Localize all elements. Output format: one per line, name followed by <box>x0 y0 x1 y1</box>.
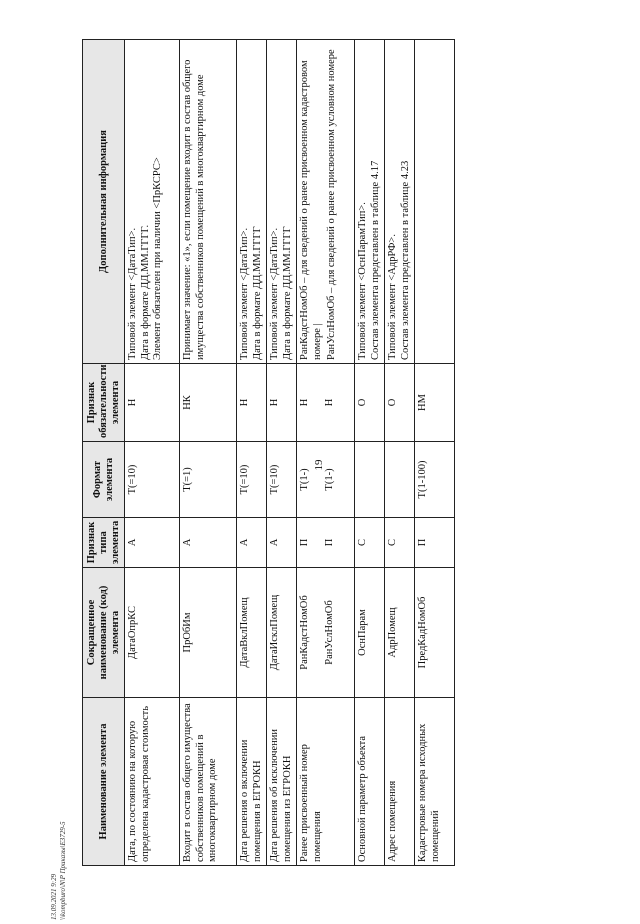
cell-info <box>297 40 355 364</box>
info-line: Дата в формате ДД.ММ.ГГГГ <box>281 226 293 360</box>
cell-type <box>385 518 415 568</box>
page-number: 19 <box>313 459 325 471</box>
info-line: Типовой элемент <АдрРФ>. <box>387 234 398 360</box>
cell-format <box>180 442 237 518</box>
type-value: П <box>323 538 335 547</box>
table-row <box>267 40 297 866</box>
cell-required <box>355 364 385 442</box>
required-value: НК <box>182 395 193 410</box>
cell-info <box>267 40 297 364</box>
table-header-row <box>83 40 125 866</box>
format-value: Т(1-100) <box>417 460 428 499</box>
cell-code <box>125 568 180 698</box>
cell-required <box>297 364 355 442</box>
cell-info <box>125 40 180 364</box>
cell-info <box>385 40 415 364</box>
cell-code <box>385 568 415 698</box>
code-value: АдрПомещ <box>387 607 398 658</box>
cell-info <box>355 40 385 364</box>
cell-name: Дата решения об исключении помещения из ЕГРОКН <box>267 698 297 866</box>
info-line: Состав элемента представлен в таблице 4.23 <box>399 160 411 360</box>
table-row <box>180 40 237 866</box>
code-value: ДатаВклПомещ <box>239 597 250 668</box>
type-value: П <box>299 538 310 547</box>
cell-type <box>180 518 237 568</box>
info-line: Элемент обязателен при наличии <ПрКСРС> <box>152 157 163 360</box>
format-value: Т(=10) <box>239 464 250 495</box>
code-value: ОснПарам <box>357 609 368 656</box>
info-line: Типовой элемент <ДатаТип>. <box>127 227 138 360</box>
info-line: Типовой элемент <ДатаТип>. <box>269 227 280 360</box>
elements-table <box>82 39 455 866</box>
cell-required <box>385 364 415 442</box>
type-value: А <box>127 538 138 547</box>
type-value: П <box>417 538 428 547</box>
required-value: Н <box>127 398 138 407</box>
required-value: О <box>357 398 368 407</box>
requirements-table-container <box>82 40 454 866</box>
header-type-flag: Признак типа элемента <box>83 518 125 568</box>
cell-info <box>180 40 237 364</box>
cell-type <box>297 518 355 568</box>
cell-code <box>415 568 455 698</box>
code-value: ДатаИсклПомещ <box>269 594 280 671</box>
info-line: Состав элемента представлен в таблице 4.17 <box>369 160 381 360</box>
header-required-flag: Признак обязательности элемента <box>83 364 125 442</box>
type-value: А <box>239 538 250 547</box>
cell-required <box>237 364 267 442</box>
footer-file-path: \\kompburo\N\P Приказы\ЕЗ729-5 <box>59 821 67 920</box>
required-value: Н <box>323 398 335 407</box>
cell-format <box>297 442 355 518</box>
cell-name: Кадастровые номера исходных помещений <box>415 698 455 866</box>
cell-required <box>267 364 297 442</box>
table-row <box>385 40 415 866</box>
cell-required <box>415 364 455 442</box>
format-value: Т(=1) <box>182 467 193 492</box>
format-value: Т(=10) <box>127 464 138 495</box>
info-line: Дата в формате ДД.ММ.ГГГГ. <box>139 224 151 360</box>
table-row <box>297 40 355 866</box>
cell-type <box>415 518 455 568</box>
type-value: С <box>387 539 398 547</box>
cell-code <box>355 568 385 698</box>
table-row <box>415 40 455 866</box>
header-element-name: Наименование элемента <box>83 698 125 866</box>
required-value: О <box>387 398 398 407</box>
cell-name: Ранее присвоенный номер помещения <box>297 698 355 866</box>
required-value: Н <box>269 398 280 407</box>
cell-info <box>237 40 267 364</box>
info-line: РанУслНомОб – для сведений о ранее присвоенном условном номере <box>326 49 337 360</box>
cell-type <box>267 518 297 568</box>
info-line: Типовой элемент <ДатаТип>. <box>239 227 250 360</box>
required-value: Н <box>239 398 250 407</box>
header-additional-info: Дополнительная информация <box>83 40 125 364</box>
footer-timestamp: 13.09.2021 9:29 <box>50 873 58 920</box>
cell-code <box>297 568 355 698</box>
type-value: А <box>269 538 280 547</box>
type-value: А <box>182 538 193 547</box>
info-line: Типовой элемент <ОснПарамТип>. <box>357 202 368 360</box>
cell-format <box>415 442 455 518</box>
format-value: Т(1-) <box>323 468 335 491</box>
header-short-code: Сокращенное наименование (код) элемента <box>83 568 125 698</box>
header-format: Формат элемента <box>83 442 125 518</box>
cell-format <box>267 442 297 518</box>
cell-format <box>355 442 385 518</box>
cell-type <box>125 518 180 568</box>
info-line: Принимает значение: «1», если помещение входит в состав общего имущества собственников помещений в многоквартирном доме <box>182 59 206 360</box>
cell-info <box>415 40 455 364</box>
cell-required <box>180 364 237 442</box>
scan-footer <box>50 660 68 920</box>
cell-format <box>237 442 267 518</box>
info-line: РанКадстНомОб – для сведений о ранее присвоенном кадастровом номере | <box>299 60 323 360</box>
cell-code <box>267 568 297 698</box>
cell-type <box>237 518 267 568</box>
table-row <box>237 40 267 866</box>
table-row <box>125 40 180 866</box>
cell-type <box>355 518 385 568</box>
required-value: Н <box>299 398 310 407</box>
code-value: ДатаОпрКС <box>127 605 138 660</box>
type-value: С <box>357 539 368 547</box>
cell-name: Основной параметр объекта <box>355 698 385 866</box>
code-value: РанКадстНомОб <box>299 595 310 670</box>
info-line: Дата в формате ДД.ММ.ГГГГ <box>251 226 263 360</box>
required-value: НМ <box>417 394 428 411</box>
cell-format <box>125 442 180 518</box>
code-value: РанУслНомОб <box>323 600 335 665</box>
table-row <box>355 40 385 866</box>
cell-name: Дата решения о включении помещения в ЕГРОКН <box>237 698 267 866</box>
cell-name: Дата, по состоянию на которую определена кадастровая стоимость <box>125 698 180 866</box>
code-value: ПредКадНомОб <box>417 596 428 669</box>
code-value: ПрОбИм <box>182 612 193 653</box>
format-value: Т(=10) <box>269 464 280 495</box>
cell-code <box>237 568 267 698</box>
cell-name: Адрес помещения <box>385 698 415 866</box>
format-value: Т(1-) <box>299 468 310 491</box>
cell-required <box>125 364 180 442</box>
cell-name: Входит в состав общего имущества собственников помещений в многоквартирном доме <box>180 698 237 866</box>
cell-format <box>385 442 415 518</box>
cell-code <box>180 568 237 698</box>
